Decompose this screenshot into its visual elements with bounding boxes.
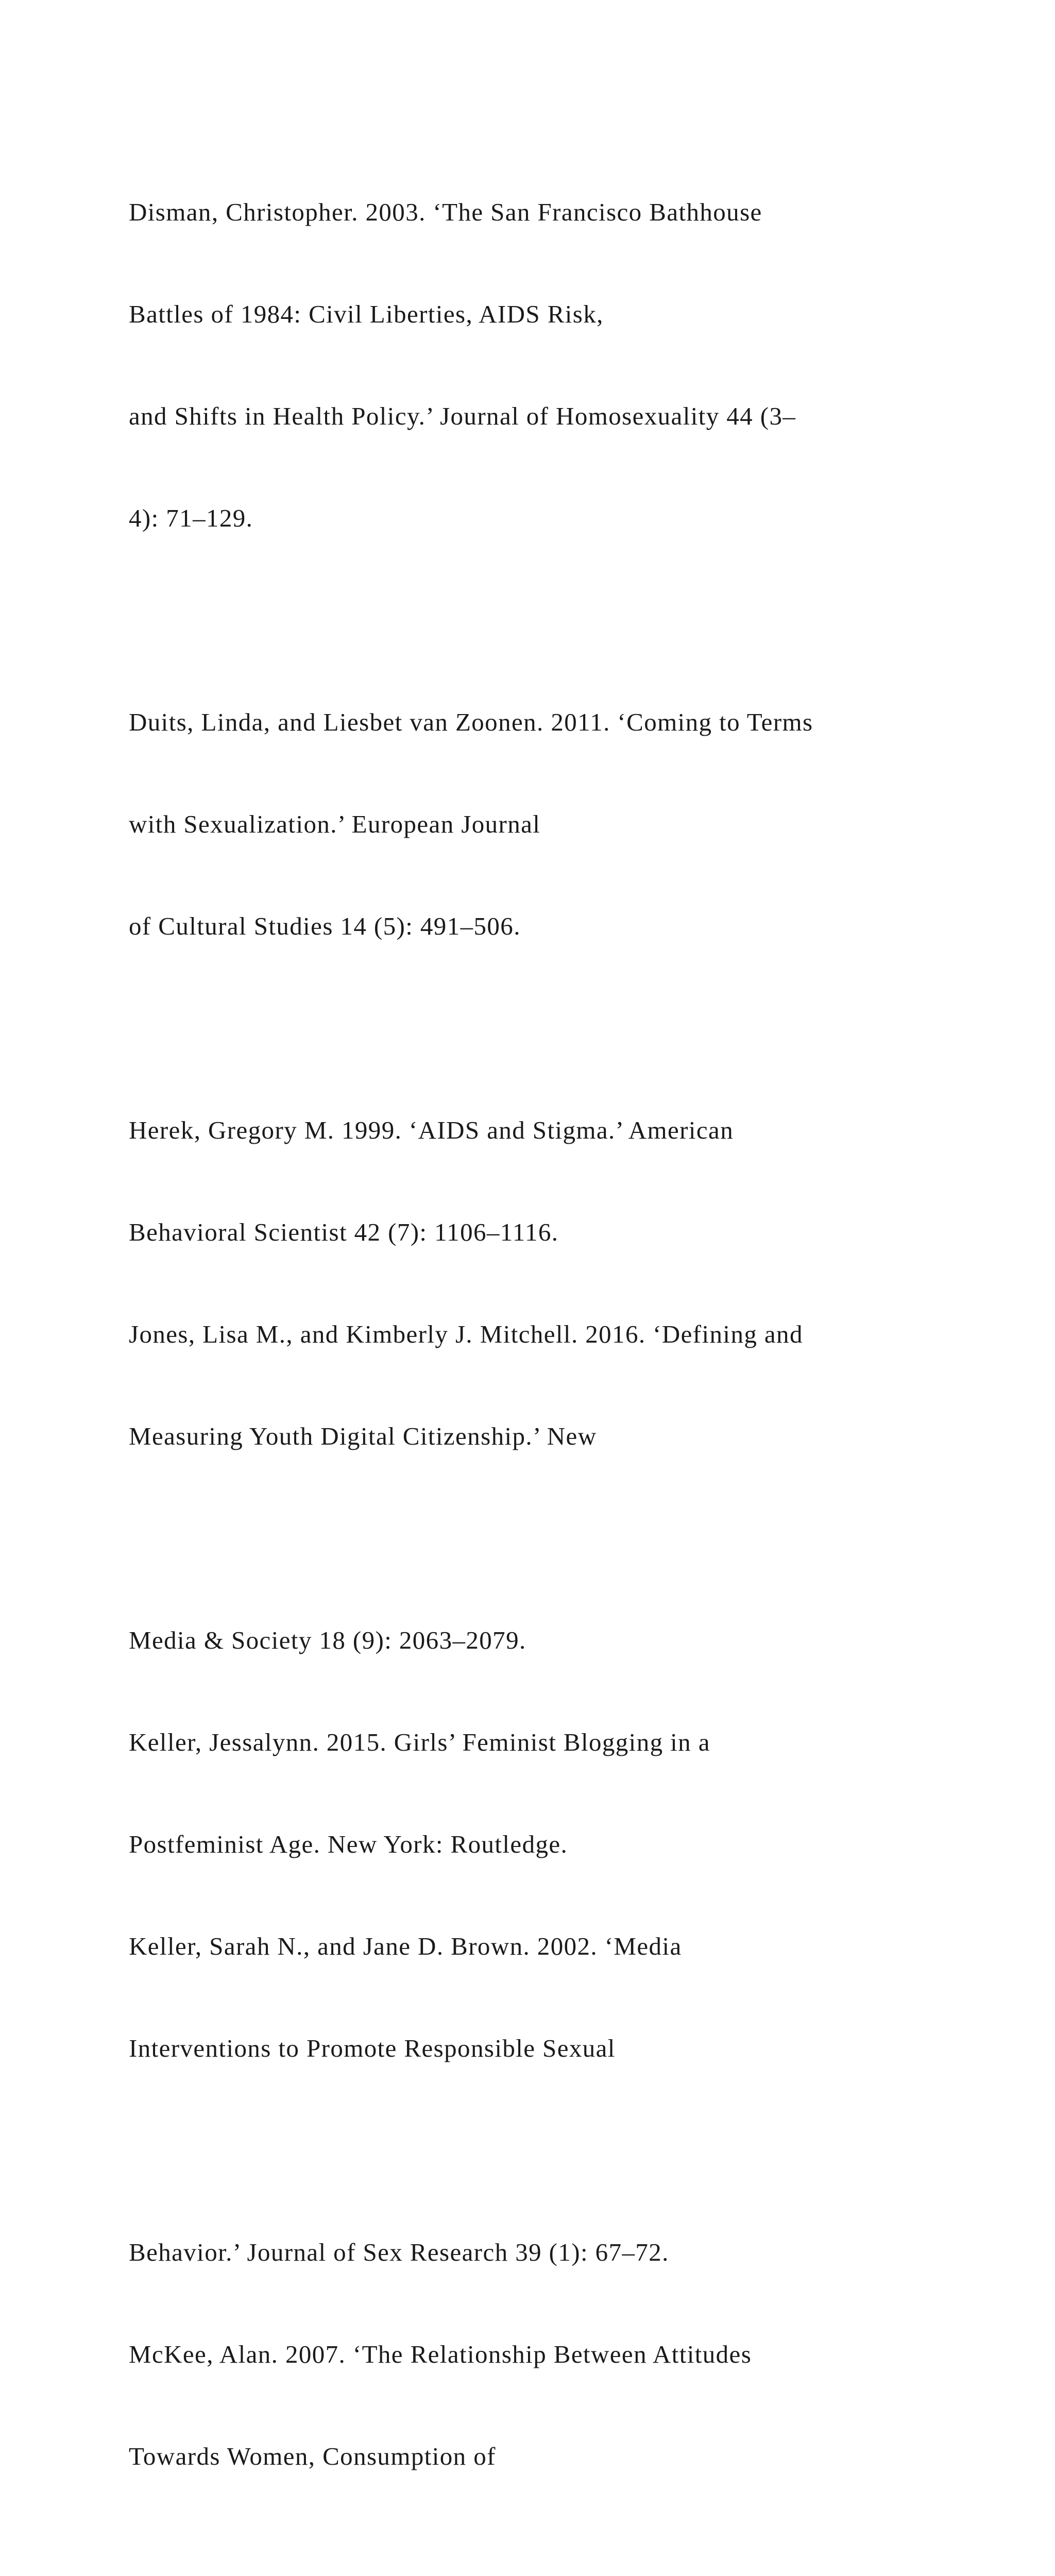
text-line: Interventions to Promote Responsible Sexual xyxy=(129,2034,616,2062)
text-line: Herek, Gregory M. 1999. ‘AIDS and Stigma.’ American xyxy=(129,1116,734,1144)
text-line: Battles of 1984: Civil Liberties, AIDS Risk, xyxy=(129,300,604,328)
text-line: Behavior.’ Journal of Sex Research 39 (1): 67–72. xyxy=(129,2238,669,2266)
text-line: Jones, Lisa M., and Kimberly J. Mitchell. 2016. ‘Defining and xyxy=(129,1320,803,1348)
reference-list xyxy=(129,127,932,2576)
text-line: Duits, Linda, and Liesbet van Zoonen. 2011. ‘Coming to Terms xyxy=(129,708,813,736)
text-line: Postfeminist Age. New York: Routledge. xyxy=(129,1830,568,1858)
blank-line xyxy=(129,2541,932,2575)
text-line: Measuring Youth Digital Citizenship.’ New xyxy=(129,1422,597,1450)
text-line: Keller, Sarah N., and Jane D. Brown. 2002. ‘Media xyxy=(129,1932,682,1960)
blank-line xyxy=(129,1521,932,1555)
blank-line xyxy=(129,603,932,637)
text-line: Disman, Christopher. 2003. ‘The San Francisco Bathhouse xyxy=(129,198,762,226)
text-line: of Cultural Studies 14 (5): 491–506. xyxy=(129,912,521,940)
blank-line xyxy=(129,1011,932,1045)
text-line: 4): 71–129. xyxy=(129,504,253,532)
blank-line xyxy=(129,2133,932,2167)
text-line: Media & Society 18 (9): 2063–2079. xyxy=(129,1626,526,1654)
text-line: with Sexualization.’ European Journal xyxy=(129,810,541,838)
text-line: McKee, Alan. 2007. ‘The Relationship Between Attitudes xyxy=(129,2340,752,2368)
text-line: Towards Women, Consumption of xyxy=(129,2442,496,2470)
text-line: Keller, Jessalynn. 2015. Girls’ Feminist Blogging in a xyxy=(129,1728,710,1756)
text-line: Behavioral Scientist 42 (7): 1106–1116. xyxy=(129,1218,559,1246)
text-line: and Shifts in Health Policy.’ Journal of Homosexuality 44 (3– xyxy=(129,402,796,430)
